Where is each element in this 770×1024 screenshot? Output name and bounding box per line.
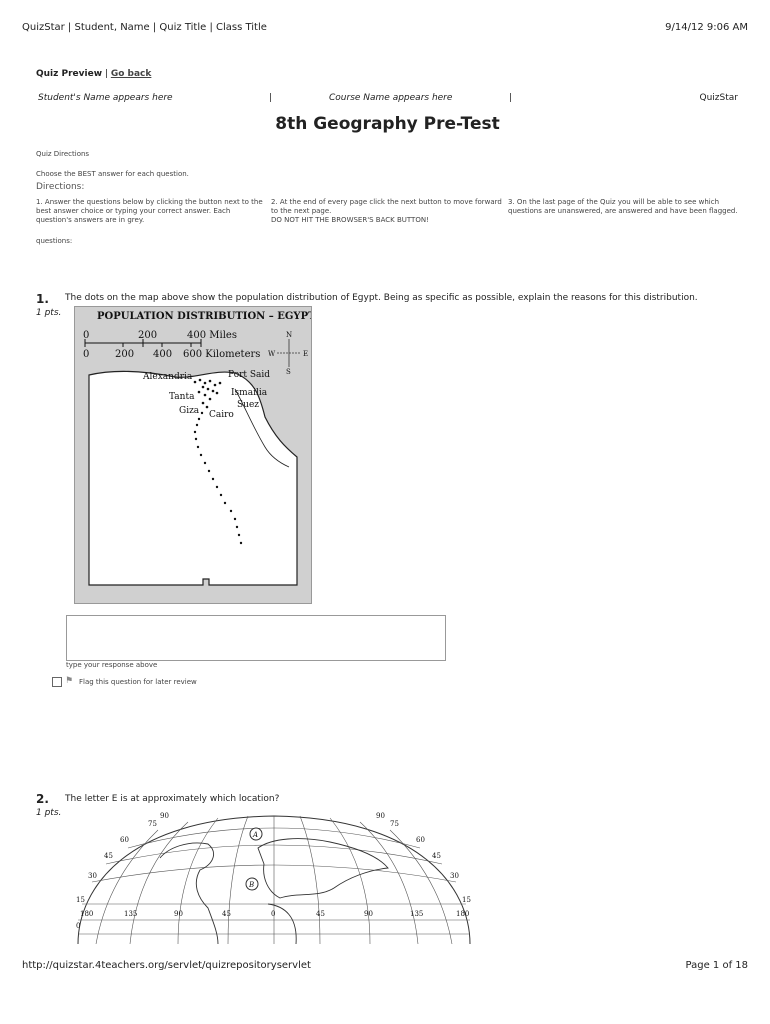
svg-text:45: 45 [316, 910, 325, 918]
world-grid-map [68, 808, 480, 944]
svg-text:60: 60 [416, 836, 425, 844]
footer-page-number: Page 1 of 18 [685, 960, 748, 971]
svg-text:Tanta: Tanta [169, 392, 195, 402]
svg-text:30: 30 [450, 872, 459, 880]
svg-text:E: E [303, 350, 309, 358]
question-2-points: 1 pts. [36, 808, 62, 818]
quiz-directions-label: Quiz Directions [36, 150, 90, 158]
question-1-response-input[interactable] [66, 615, 446, 661]
quiz-instruction: Choose the BEST answer for each question. [36, 170, 189, 178]
svg-text:60: 60 [120, 836, 129, 844]
question-1-text: The dots on the map above show the population distribution of Egypt. Being as specific as possible, explain the reasons for this distribution. [65, 293, 698, 303]
svg-text:135: 135 [410, 910, 424, 918]
svg-text:15: 15 [76, 896, 85, 904]
svg-text:Ismailia: Ismailia [231, 388, 268, 398]
svg-text:0: 0 [83, 330, 90, 341]
student-name: Student's Name appears here [38, 93, 173, 103]
direction-2 [271, 198, 503, 225]
svg-text:Suez: Suez [237, 400, 260, 410]
svg-text:15: 15 [462, 896, 471, 904]
svg-text:200: 200 [138, 330, 158, 341]
document-header-datetime: 9/14/12 9:06 AM [665, 22, 748, 33]
flag-label[interactable]: Flag this question for later review [79, 678, 197, 686]
svg-text:0: 0 [271, 910, 276, 918]
svg-text:400 Miles: 400 Miles [187, 330, 237, 341]
document-header-title: QuizStar | Student, Name | Quiz Title | Class Title [22, 22, 267, 33]
quiz-preview-label: Quiz Preview [36, 69, 103, 79]
question-1-number: 1. [36, 292, 49, 306]
marker-b-label: B [249, 881, 255, 889]
svg-text:180: 180 [80, 910, 94, 918]
map-title: POPULATION DISTRIBUTION – EGYPT [97, 311, 311, 322]
svg-text:90: 90 [376, 812, 385, 820]
quiz-title: 8th Geography Pre-Test [275, 114, 500, 134]
svg-text:90: 90 [160, 812, 169, 820]
nav-separator: | [104, 69, 108, 79]
direction-1: 1. Answer the questions below by clicking the button next to the best answer choice or typing your correct answer. Each question's answers are in grey. [36, 198, 263, 224]
svg-text:45: 45 [222, 910, 231, 918]
svg-text:75: 75 [390, 820, 399, 828]
world-grid-graphic [68, 808, 480, 944]
question-1-points: 1 pts. [36, 308, 62, 318]
direction-2-warning: DO NOT HIT THE BROWSER'S BACK BUTTON! [271, 216, 429, 224]
info-separator: | [509, 93, 513, 103]
svg-text:Cairo: Cairo [209, 410, 234, 420]
svg-text:90: 90 [364, 910, 373, 918]
svg-text:135: 135 [124, 910, 138, 918]
svg-text:0: 0 [76, 922, 81, 930]
svg-text:N: N [286, 331, 293, 339]
svg-text:600 Kilometers: 600 Kilometers [183, 349, 261, 360]
svg-text:75: 75 [148, 820, 157, 828]
directions-heading: Directions: [36, 182, 85, 192]
svg-text:Giza: Giza [179, 406, 200, 416]
svg-text:Port Said: Port Said [228, 370, 271, 380]
flag-icon: ⚑ [65, 676, 74, 686]
flag-checkbox[interactable] [52, 677, 62, 687]
course-name: Course Name appears here [329, 93, 453, 103]
go-back-link[interactable]: Go back [110, 69, 152, 79]
question-2-text: The letter E is at approximately which location? [65, 794, 280, 804]
svg-text:Alexandria: Alexandria [143, 372, 193, 382]
egypt-population-map [74, 306, 312, 604]
footer-url: http://quizstar.4teachers.org/servlet/quizrepositoryservlet [22, 960, 311, 971]
svg-text:200: 200 [115, 349, 135, 360]
direction-3: 3. On the last page of the Quiz you will be able to see which questions are unanswered, are answered and have been flagged. [508, 198, 738, 215]
svg-text:45: 45 [432, 852, 441, 860]
question-2-number: 2. [36, 792, 49, 806]
marker-a-label: A [253, 831, 259, 839]
svg-text:0: 0 [83, 349, 90, 360]
svg-text:90: 90 [174, 910, 183, 918]
response-hint: type your response above [66, 661, 158, 669]
info-separator: | [269, 93, 273, 103]
brand-name: QuizStar [699, 93, 738, 103]
egypt-map-graphic [75, 307, 311, 603]
svg-text:180: 180 [456, 910, 470, 918]
svg-text:45: 45 [104, 852, 113, 860]
quiz-nav [36, 69, 151, 79]
questions-label: questions: [36, 237, 73, 245]
svg-text:W: W [268, 350, 276, 358]
direction-2-text: 2. At the end of every page click the next button to move forward to the next page. [271, 198, 502, 215]
svg-text:400: 400 [153, 349, 173, 360]
svg-text:S: S [286, 368, 291, 376]
svg-text:30: 30 [88, 872, 97, 880]
